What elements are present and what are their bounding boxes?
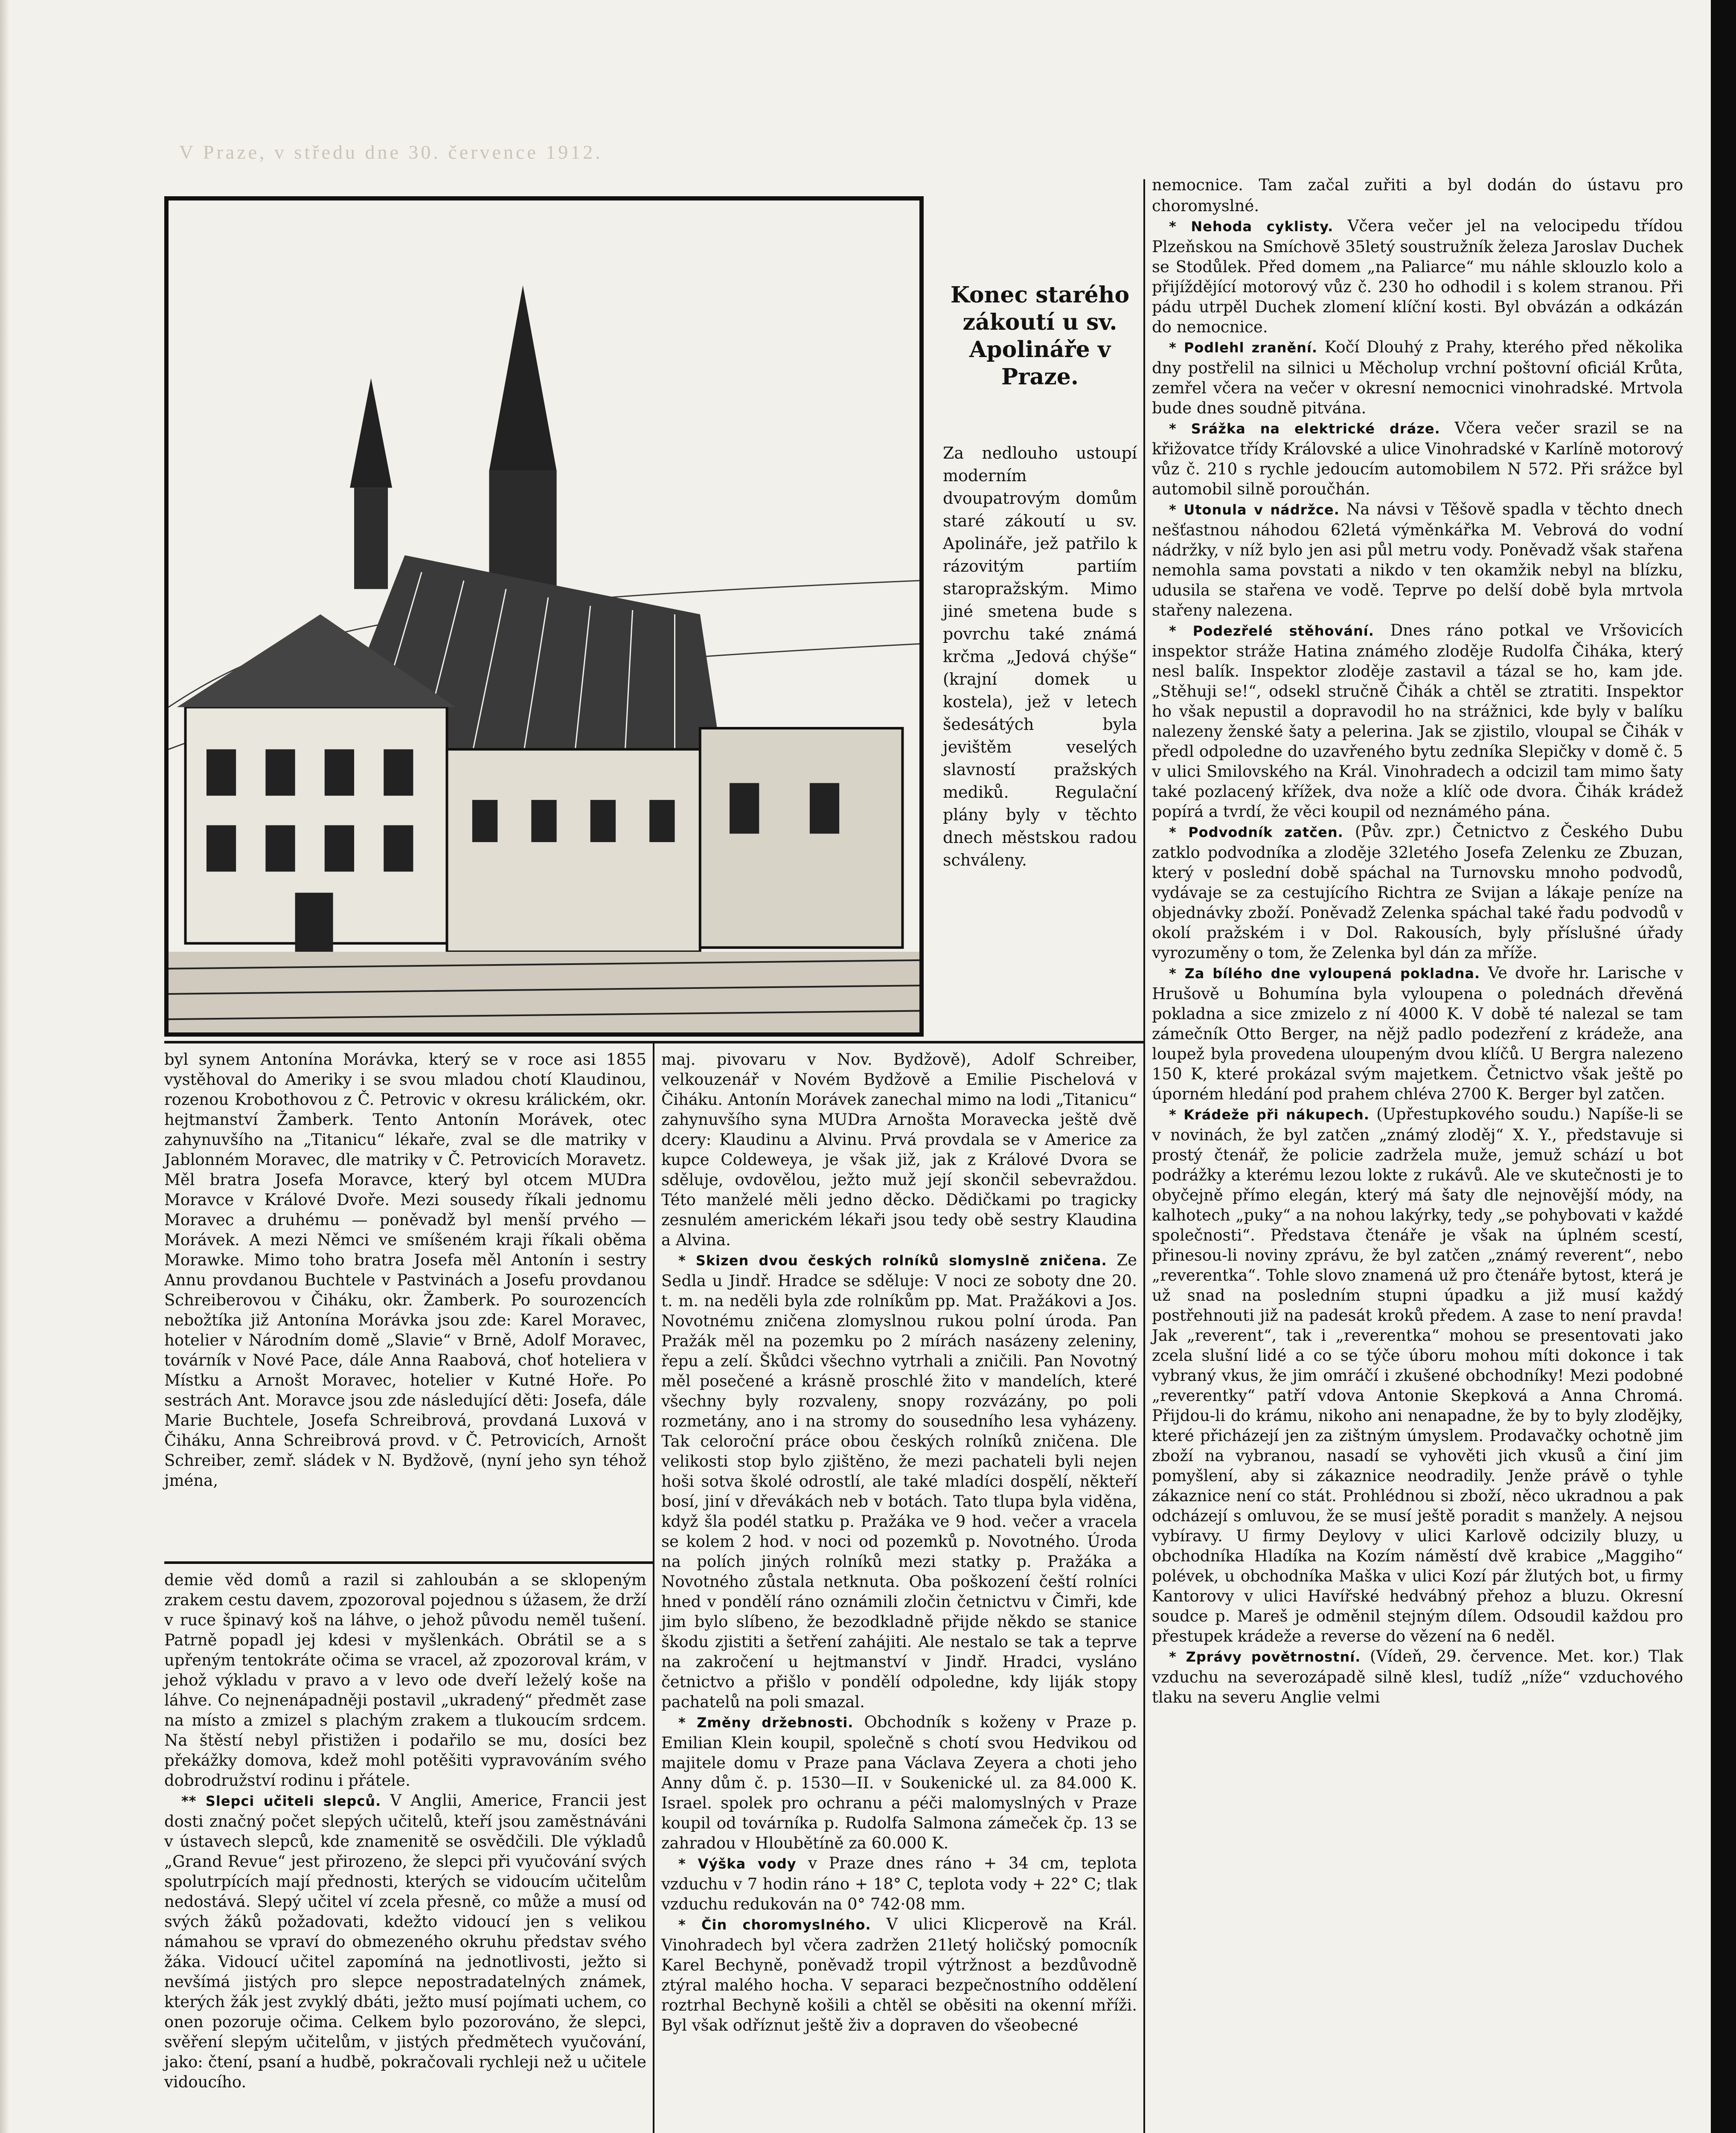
right-text-8: (Upřestupkového soudu.) Napíše-li se v novinách, že byl zatčen „známý zloděj“ X. Y., představuje si prostý čtenář, že policie zadržela muže, jemuž schází u bot podrážky a kterému lezou lokte z rukávů. Ale ve skutečnosti je to obyčejně přímo elegán, který má šaty dle nejnovější módy, na kalhotech „puky“ a na nohou lakýrky, tedy „se pohybovati v každé společnosti“. Představa čtenáře je však na úplném scestí, přinesou-li noviny zprávu, že byl zatčen „známý reverent“, nebo „reverentka“. Tohle slovo znamená už pro čtenáře bytost, která je už snad na posledním stupni úpadku a již musí každý postřehnouti již na padesát kroků předem. A zase to není pravda! Jak „reverent“, tak i „reverentka“ mohou se presentovati jako zcela slušní lidé a co se týče úboru mohou míti dokonce i tak vybraný vkus, že jim omráčí i zkušené obchodníky! Mezi podobné „reverentky“ patří vdova Antonie Skepková a Anna Chromá. Přijdou-li do krámu, nikoho ani nenapadne, že by to byly zlodějky, které přicházejí jen za zištným úmyslem. Prodavačky ochotně jim zboží na vybranou, nasadí se vyhověti jich vkusů a činí jim pomyšlení, aby si zákaznice neodradily. Jenže právě o tyhle zákaznice není co stát. Prohlédnou si zboží, něco ukradnou a pak odcházejí s omluvou, že se musí ještě poradit s manžely. A nejsou vybíravy. U firmy Deylovy v ulici Karlově odcizily bluzy, u obchodníka Hladíka na Kozím náměstí dvě krabice „Maggiho“ polévek, u obchodníka Maška v ulici Kozí pár žlutých bot, u firmy Kantorovy v ulici Havířské hedvábný přehoz a bluzu. Okresní soudce p. Mareš je odměnil stejným dílem. Odsoudil každou pro přestupek krádeže a reverse do vězení na 6 neděl. [1152,1105,1683,1645]
church-illustration [164,196,924,1037]
right-text-9: (Vídeň, 29. července. Met. kor.) Tlak vzduchu na severozápadě silně klesl, tudíž „níže“ vzduchového tlaku na severu Anglie velmi [1152,1647,1684,1706]
left-column-top [164,1049,646,1557]
article-property-changes [661,1712,1137,1853]
caption-text: Za nedlouho ustoupí moderním dvoupatrovým domům staré zákoutí u sv. Apolináře, jež patřilo k rázovitým partiím staropražským. Mimo jiné smetena bude s povrchu také známá krčma „Jedová chýše“ (krajní domek u kostela), jež v letech šedesátých byla jevištěm veselých slavností pražských mediků. Regulační plány byly v těchto dnech městskou radou schváleny. [943,444,1137,869]
right-kicker-3: * Srážka na elektrické dráze. [1169,421,1440,437]
article-moravek-continued: byl synem Antonína Morávka, který se v roce asi 1855 vystěhoval do Ameriky i se svou mladou chotí Klaudinou, rozenou Krobothovou z Č. Petrovic v okresu králickém, okr. hejtmanství Žamberk. Tento Antonín Morávek, otec zahynuvšího na „Titanicu“ lékaře, zval se dle matriky v Jablonném Moravec, dle matriky v Č. Petrovicích Moravetz. Měl bratra Josefa Moravce, který byl otcem MUDra Moravce v Králové Dvoře. Mezi sousedy říkali jednomu Moravec a druhému — poněvadž byl menší prvého — Morávek. A mezi Němci ve smíšeném kraji říkali oběma Morawke. Mimo toho bratra Josefa měl Antonín i sestry Annu provdanou Buchtele v Pastvinách a Josefu provdanou Schreiberovou v Čiháku, okr. Žamberk. Po sourozencích nebožtíka již Antonína Morávka jsou zde: Karel Moravec, hotelier v Národním domě „Slavie“ v Brně, Adolf Moravec, továrník v Nové Pace, dále Anna Raabová, choť hoteliera v Místku a Arnošt Moravec, hotelier v Kutné Hoře. Po sestrách Ant. Moravce jsou zde následující děti: Josefa, dále Marie Buchtele, Josefa Schreibrová, provdaná Luxová v Čiháku, Anna Schreibrová provd. v Č. Petrovicích, Arnošt Schreiber, zemř. sládek v N. Bydžově, (nyní jeho syn téhož jména, [164,1050,646,1490]
right-kicker-9: * Zprávy povětrnostní. [1169,1649,1361,1665]
article-moravek-heirs: maj. pivovaru v Nov. Bydžově), Adolf Schreiber, velkouzenář v Novém Bydžově a Emilie Pischelová v Čiháku. Antonín Morávek zanechal mimo na lodi „Titanicu“ zahynuvšího syna MUDra Arnošta Moravecka ještě dvě dcery: Klaudinu a Alvinu. Prvá provdala se v Americe za kupce Coldeweya, je však již, jak z Králové Dvora se sděluje, ovdovělou, ježto muž její skončil sebevraždou. Této manželé měli jedno děcko. Dědičkami po tragicky zesnulém americkém lékaři jsou tedy obě sestry Klaudina a Alvina. [661,1050,1137,1249]
property-changes-text: Obchodník s koženy v Praze p. Emilian Klein koupil, společně s chotí svou Hedvikou od majitele domu v Praze pana Václava Zeyera a choti jeho Anny dům č. p. 1530—II. v Soukenické ul. za 84.000 K. Israel. spolek pro ochranu a péči malomyslných v Praze koupil od továrníka p. Rudolfa Salmona zámeček čp. 13 se zahradou v Hloubětíně za 60.000 K. [661,1713,1137,1852]
column-rule-mid [653,1041,654,2133]
right-kicker-6: * Podvodník zatčen. [1169,824,1343,840]
right-article-3 [1152,418,1683,499]
right-text-1: Včera večer jel na velocipedu třídou Plzeňskou na Smíchově 35letý soustružník železa Jaroslav Duchek se Stodůlek. Před domem „na Paliarce“ mu náhle sklouzlo kolo a přijíždějící motorový vůz č. 230 ho odhodil i s kolem stranou. Při pádu utrpěl Duchek zlomení klíční kosti. Byl obvázán a odkázán do nemocnice. [1152,217,1684,336]
right-article-7 [1152,963,1683,1104]
page-edge-left [0,0,9,2133]
right-kicker-4: * Utonula v nádržce. [1169,502,1340,518]
right-column [1152,175,1683,2133]
right-kicker-7: * Za bílého dne vyloupená pokladna. [1169,965,1480,982]
kicker-crop-damage: * Skizen dvou českých rolníků slomyslně zničena. [678,1252,1107,1269]
left-column-bottom [164,1570,646,2133]
caption-title: Konec starého zákoutí u sv. Apolináře v Praze. [950,282,1130,390]
rule-left-column-break [164,1561,653,1564]
right-text-3: Včera večer srazil se na křižovatce třídy Královské a ulice Vinohradské v Karlíně motorový vůz č. 210 s rychle jedoucím automobilem N 572. Při srážce byl automobil silně poroučhán. [1152,419,1684,498]
right-article-1 [1152,216,1683,337]
church-illustration-svg [169,201,919,1032]
right-text-6: (Pův. zpr.) Četnictvo z Českého Dubu zatklo podvodníka a zloděje 32letého Josefa Zelenku ze Zbuzan, který v poslední době spáchal na Turnovsku mnoho podvodů, vydávaje se za cestujícího Richtra ze Svijan a lákaje peníze na objednávky zboží. Poněvadž Zelenka spáchal také řadu podvodů v okolí pražském i v Dol. Rakousích, byly příslušné úřady vyrozuměny o tom, že Zelenka byl dán za mříže. [1152,822,1684,962]
right-article-5 [1152,620,1683,822]
right-text-7: Ve dvoře hr. Larische v Hrušově u Bohumína byla vyloupena o polednách dřevěná pokladna a sice zmizelo z ní 4000 K. V době té nalezal se tam zámečník Otto Berger, na nějž padlo podezření z krádeže, ana loupež byla provedena uloupeným dvou klíčů. U Bergra nalezeno 150 K, které prokázal svým majetkem. Četnictvo však ještě po úporném hledání pod prahem chléva 2700 K. Berger byl zatčen. [1152,964,1684,1103]
middle-column [661,1049,1137,2133]
kicker-property-changes: * Změny držebnosti. [678,1715,854,1731]
water-level-text: v Praze dnes ráno + 34 cm, teplota vzduchu v 7 hodin ráno + 18° C, teplota vody + 22° C; tlak vzduchu redukován na 0° 742·08 mm. [661,1854,1137,1913]
article-madman [661,1914,1137,2035]
right-article-2 [1152,337,1683,418]
article-water-level [661,1853,1137,1914]
kicker-madman: * Čin choromyslného. [678,1917,871,1933]
right-article-8 [1152,1104,1683,1646]
column-rule-right [1143,179,1145,2133]
article-blind-teachers [164,1790,646,2092]
right-article-9 [1152,1646,1683,1707]
article-basket-anecdote: demie věd domů a razil si zahloubán a se sklopeným zrakem cestu davem, zpozoroval pojednou s úžasem, že drží v ruce špinavý koš na láhve, o jehož původu neměl tušení. Patrně popadl jej kdesi v myšlenkách. Obrátil se a s upřeným tentokráte očima se vracel, až zpozoroval krám, v jehož výkladu v pravo a v levo ode dveří leželý koše na láhve. Co nejnenápadněji postavil „ukradený“ předmět zase na místo a zmizel s plachým zrakem a tlukoucím srdcem. Na štěstí nebyl přistižen i podařilo se mu, dosíci bez překážky domova, kdež mohl potěšiti vypravováním svého dobrodružství rodinu i přátele. [164,1571,646,1790]
right-text-2: Kočí Dlouhý z Prahy, kterého před několika dny postřelil na silnici u Měcholup vrchní poštovní oficiál Krůta, zemřel včera na večer v okresní nemocnici vinohradské. Mrtvola bude dnes soudně pitvána. [1152,338,1684,417]
crop-damage-text: Ze Sedla u Jindř. Hradce se sděluje: V noci ze soboty dne 20. t. m. na neděli byla zde rolníkům pp. Mat. Pražákovi a Jos. Novotnému zničena zlomyslnou rukou polní úroda. Pan Pražák měl na pozemku po 2 mírách nasázeny zeleniny, řepu a zelí. Škůdci všechno vytrhali a zničili. Pan Novotný měl posečené a krásně proschlé žito v mandelích, které všechny byly rozvaleny, snopy rozvázány, po poli rozmetány, ano i na stromy do sousedního lesa vyházeny. Tak celoroční práce obou českých rolníků zničena. Dle velikosti stop bylo zjištěno, že mezi pachateli byli nejen hoši sotva školé odrostlí, ale také mladíci dospělí, někteří bosí, jiní v dřevákách neb v botách. Tato tlupa byla viděna, když šla podél statku p. Pražáka ve 9 hod. večer a vracela se kolem 2 hod. v noci od pozemků p. Novotného. Úroda na polích jiných rolníků mezi statky p. Pražáka a Novotného zůstala netknuta. Oba poškození čeští rolníci hned v pondělí ráno oznámili zločin četnictvu v Čimři, kde jim bylo slíbeno, že bezodkladně přijde někdo se stanice škodu zjistiti a šetření zahájiti. Ale nestalo se tak a teprve na zakročení u hejtmanství v Jindř. Hradci, vysláno četnictvo a přišlo v pondělí odpoledne, kdy liják stopy pachatelů na poli smazal. [661,1251,1137,1711]
madman-text: V ulici Klicperově na Král. Vinohradech byl včera zadržen 21letý holičský pomocník Karel Bechyně, poněvadž tropil výtržnost a bezdůvodně ztýral malého hocha. V separaci bezpečnostního oddělení roztrhal Bechyně košili a chtěl se oběsiti na okenní mříži. Byl však odříznut ještě živ a dopraven do všeobecné [661,1915,1137,2034]
article-crop-damage [661,1250,1137,1712]
illustration-caption [943,282,1137,872]
right-text-5: Dnes ráno potkal ve Vršovicích inspektor stráže Hatina známého zloděje Rudolfa Čiháka, který nesl balík. Inspektor zloděje zastavil a tázal se ho, kam jde. „Stěhuji se!“, odsekl stručně Čihák a chtěl se ztratiti. Inspektor ho však nepustil a dopravodil ho na strážnici, kde byly v balíku nalezeny ženské šaty a pelerina. Jak se zjistilo, vloupal se Čihák v předl odpoledne do uzavřeného bytu zedníka Slepičky v domě č. 5 v ulici Smilovského na Král. Vinohradech a odcizil tam mimo šaty také pozlacený křížek, dva nože a klíč ode dvora. Čihák krádež popírá a tvrdí, že věci koupil od neznámého pána. [1152,621,1684,821]
right-article-0 [1152,175,1683,216]
right-kicker-5: * Podezřelé stěhování. [1169,623,1374,639]
right-kicker-8: * Krádeže při nákupech. [1169,1107,1370,1123]
right-text-0: nemocnice. Tam začal zuřiti a byl dodán do ústavu pro choromyslné. [1152,176,1683,215]
right-text-4: Na návsi v Těšově spadla v těchto dnech nešťastnou náhodou 62letá výměnkářka M. Vebrová do vodní nádržky, v níž bylo jen asi půl metru vody. Poněvadž však stařena nemohla sama povstati a nikdo v ten okamžik nebyl na blízku, udusila se stařena ve vodě. Teprve po delší době byla mrtvola stařeny nalezena. [1152,500,1684,619]
kicker-blind-teachers: ** Slepci učiteli slepců. [181,1793,381,1809]
running-head-bleedthrough: V Praze, v středu dne 30. července 1912. [179,141,603,163]
right-kicker-2: * Podlehl zranění. [1169,340,1318,356]
right-article-4 [1152,499,1683,620]
right-article-6 [1152,822,1683,963]
kicker-water-level: * Výška vody [678,1856,797,1872]
right-kicker-1: * Nehoda cyklisty. [1169,218,1334,235]
page-edge-right [1711,0,1736,2133]
blind-teachers-text: V Anglii, Americe, Francii jest dosti značný počet slepých učitelů, kteří jsou zaměstnáváni v ústavech slepců, kde znamenitě se osvědčili. Dle výkladů „Grand Revue“ jest přirozeno, že slepci při vyučování svých spolutrpících mají přednosti, kterých se vidoucím učitelům nedostává. Slepý učitel ví zcela přesně, co může a musí od svých žáků požadovati, kdežto vidoucí jen s velikou námahou se vpraví do obmezeného okruhu představ svého žáka. Vidoucí učitel zapomíná na jednotlivosti, ježto si nevšímá jistých pro slepce nepostradatelných známek, kterých žák jest zvyklý dbáti, ježto musí pojímati uchem, co onen pozoruje očima. Celkem bylo pozorováno, že slepci, svěření slepým učitelům, v jistých předmětech vyučování, jako: čtení, psaní a hudbě, pokračovali rychleji než u učitele vidoucího. [164,1791,646,2091]
